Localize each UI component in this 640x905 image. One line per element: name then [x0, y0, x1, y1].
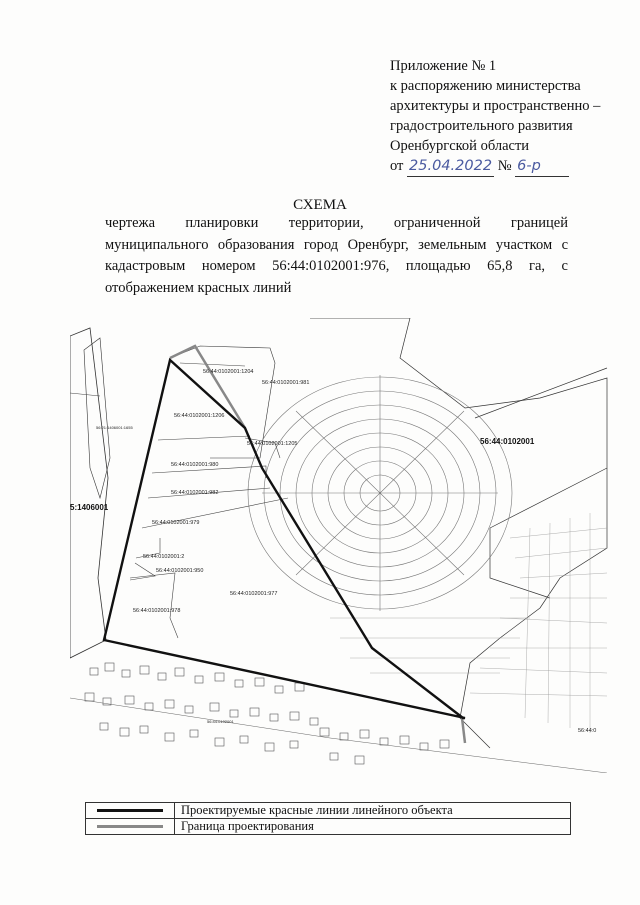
planning-map [70, 318, 610, 773]
map-svg [70, 318, 610, 773]
legend-swatch-grey [86, 819, 175, 835]
number-value: 6-р [515, 156, 569, 177]
cemetery-layout [248, 375, 512, 611]
project-boundary-east [462, 718, 465, 743]
label-block-right: 56:44:0 [578, 728, 597, 734]
legend-row-grey [86, 819, 571, 835]
block-line-c [490, 528, 550, 598]
label-p1205: 56:44:0102001:1205 [247, 441, 298, 447]
label-block-left: 5:1406001 [70, 503, 109, 512]
document-subtitle: чертежа планировки территории, ограниченной границей муниципального образования город Оренбург, земельным участком с кадастровым номером 56:44:0102001:976, площадью 65,8 га, с отображением красных линий [105, 215, 568, 296]
road-south [70, 698, 607, 773]
legend-table [85, 802, 571, 835]
label-p950: 56:44:0102001:950 [156, 568, 204, 574]
red-line-boundary [104, 360, 465, 718]
date-prefix: от [390, 158, 404, 174]
block-line-a [475, 368, 607, 418]
block-line-b [490, 468, 607, 528]
label-p978: 56:44:0102001:978 [133, 608, 181, 614]
label-p977: 56:44:0102001:977 [230, 591, 278, 597]
legend-swatch-red [86, 803, 175, 819]
left-road [70, 393, 100, 396]
header-date-line [390, 156, 635, 177]
legend-label-grey: Граница проектирования [175, 819, 571, 835]
header-line-1: Приложение № 1 [390, 58, 497, 74]
label-p981: 56:44:0102001:981 [262, 380, 310, 386]
legend-row-red [86, 803, 571, 819]
cemetery-grid [330, 513, 607, 733]
label-p982: 56:44:0102001:982 [171, 490, 219, 496]
label-block-main: 56:44:0102001 [480, 437, 535, 446]
left-parcel [84, 338, 110, 498]
header-line-5: Оренбургской области [390, 138, 530, 154]
document-title: СХЕМА [293, 197, 347, 213]
label-p1206: 56:44:0102001:1206 [174, 413, 225, 419]
date-value: 25.04.2022 [407, 156, 494, 177]
label-p979: 56:44:0102001:979 [152, 520, 200, 526]
document-header [390, 56, 635, 177]
label-small-left: 56:21:1406001:1655 [96, 425, 133, 430]
number-prefix: № [497, 158, 512, 174]
label-p1204: 56:44:0102001:1204 [203, 369, 254, 375]
header-line-3: архитектуры и пространственно – [390, 98, 601, 114]
houses-bottom-left [85, 663, 449, 764]
header-line-4: градостроительного развития [390, 118, 573, 134]
label-small-bottom: 56:44:0102001 [207, 719, 234, 724]
legend-label-red: Проектируемые красные линии линейного объекта [175, 803, 571, 819]
header-line-2: к распоряжению министерства [390, 78, 581, 94]
left-bank [70, 328, 108, 658]
label-p2: 56:44:0102001:2 [143, 554, 185, 560]
label-p980: 56:44:0102001:980 [171, 462, 219, 468]
